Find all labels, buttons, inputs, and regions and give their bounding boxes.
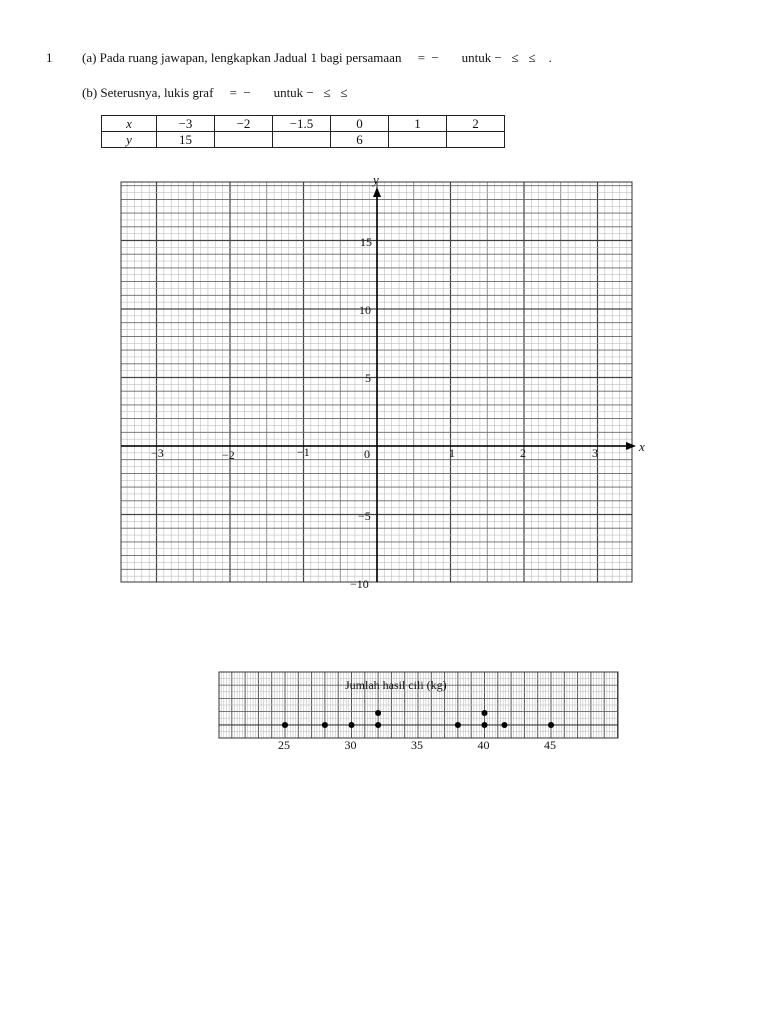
x-tick-label: 1 (449, 446, 455, 460)
question-part-a: (a) Pada ruang jawapan, lengkapkan Jadual 1 bagi persamaan = − untuk − ≤ ≤ . (82, 50, 552, 65)
dot-plot-point (375, 710, 381, 716)
y-tick-label: 5 (365, 371, 371, 385)
dot-plot-point (501, 722, 507, 728)
table-cell: −3 (157, 116, 215, 132)
dot-plot-point (482, 710, 488, 716)
x-tick-label: −2 (222, 448, 235, 462)
table-row-label: y (102, 132, 157, 148)
x-tick-label: −1 (297, 445, 310, 459)
dot-plot-tick-label: 25 (278, 738, 290, 752)
table-cell: 2 (447, 116, 505, 132)
dot-plot-tick-label: 35 (411, 738, 423, 752)
table-cell: −1.5 (273, 116, 331, 132)
x-tick-label: 3 (592, 446, 598, 460)
table-cell: 1 (389, 116, 447, 132)
x-axis-label: x (639, 439, 645, 454)
y-tick-label: −10 (350, 577, 369, 591)
y-tick-label: −5 (358, 509, 371, 523)
dot-plot-point (455, 722, 461, 728)
dot-plot-tick-label: 40 (477, 738, 490, 752)
y-tick-label: 15 (360, 235, 372, 249)
x-tick-label: −3 (151, 446, 164, 460)
table-cell: 6 (331, 132, 389, 148)
table-cell: 15 (157, 132, 215, 148)
x-tick-label: 2 (520, 446, 526, 460)
table-cell: −2 (215, 116, 273, 132)
dot-plot-point (349, 722, 355, 728)
dot-plot-point (322, 722, 328, 728)
question-part-b: (b) Seterusnya, lukis graf = − untuk − ≤ ≤ (82, 85, 348, 100)
dot-plot-point (482, 722, 488, 728)
dot-plot-tick-label: 45 (544, 738, 556, 752)
table-row-label: x (102, 116, 157, 132)
x-tick-label: 0 (364, 447, 370, 461)
dot-plot-point (548, 722, 554, 728)
y-tick-label: 10 (359, 303, 371, 317)
question-number: 1 (46, 50, 53, 65)
dot-plot-ticks (278, 738, 556, 752)
y-axis-label: y (373, 172, 379, 187)
dot-plot-point (282, 722, 288, 728)
dot-plot-point (375, 722, 381, 728)
table-cell: 0 (331, 116, 389, 132)
dot-plot-tick-label: 30 (344, 738, 357, 752)
dot-plot-title: Jumlah hasil cili (kg) (345, 678, 447, 692)
